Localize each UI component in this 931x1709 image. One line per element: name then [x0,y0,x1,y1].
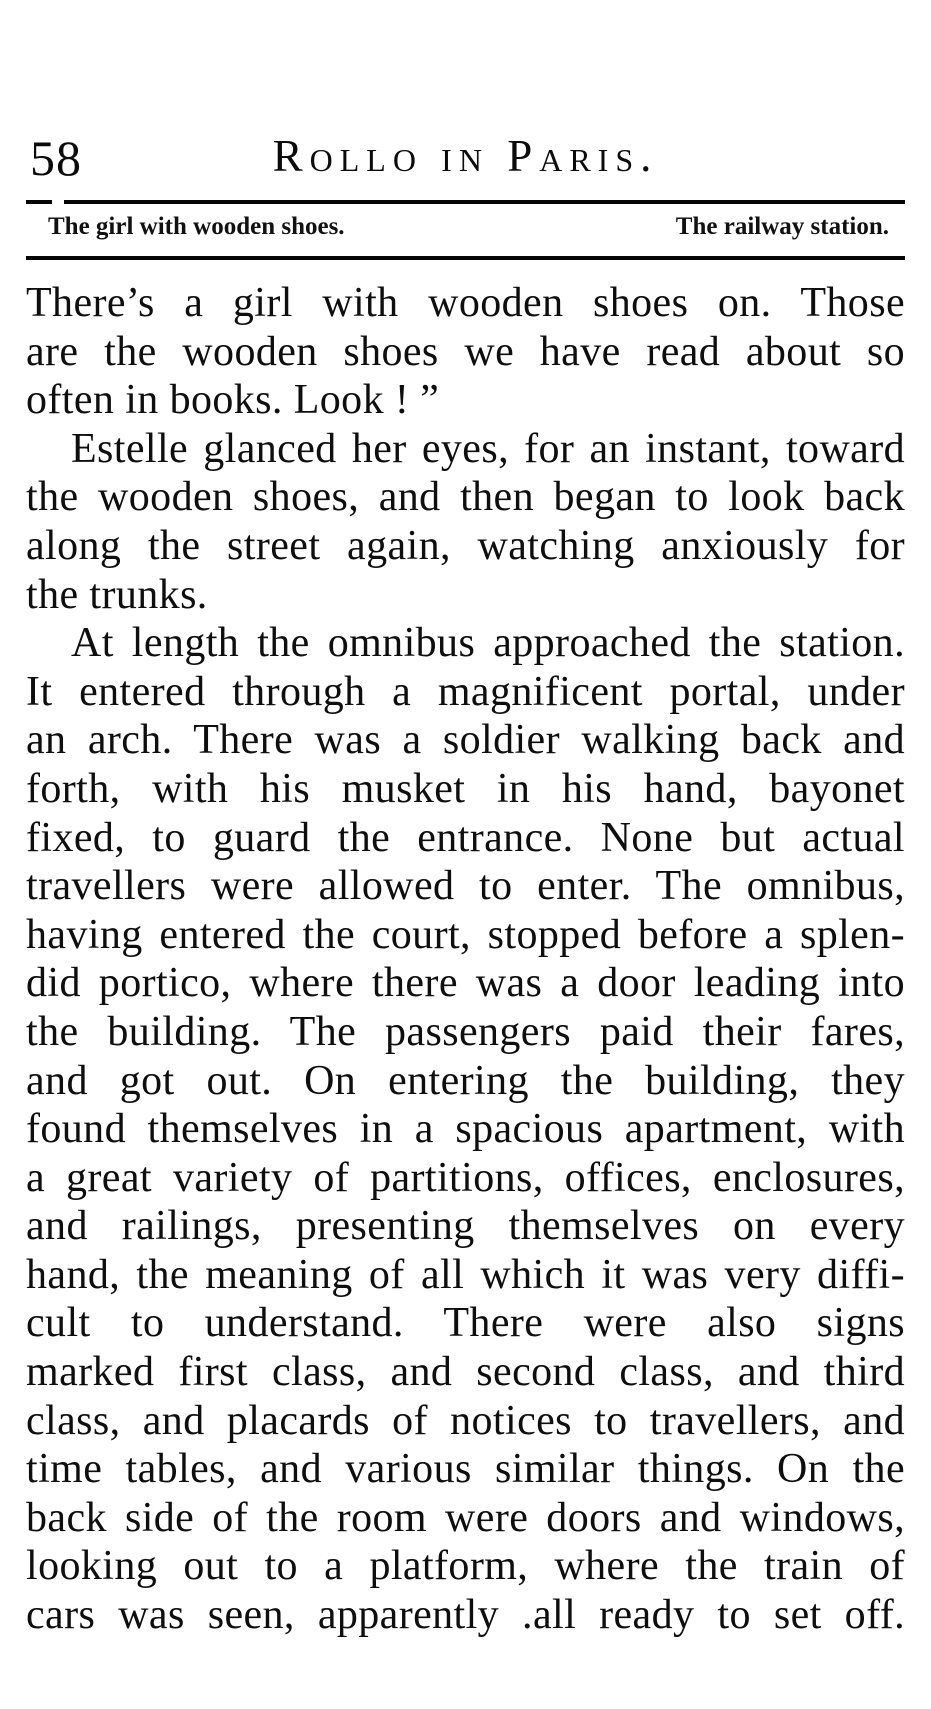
text-line: the trunks. [26,571,208,618]
text-line: travellers were allowed to enter. The omnibus, [26,863,905,910]
page-number: 58 [30,130,82,186]
text-line: hand, the meaning of all which it was very diffi- [26,1251,905,1298]
text-line: fixed, to guard the entrance. None but actual [26,814,905,861]
text-line: There’s a girl with wooden shoes on. Those [26,280,905,326]
text-line: the wooden shoes, and then began to look back [26,474,905,521]
text-line: often in books. Look ! ” [26,377,440,424]
text-line: back side of the room were doors and windows, [26,1494,905,1541]
text-line: time tables, and various similar things. On the [26,1446,905,1493]
text-line: having entered the court, stopped before a splen- [26,911,905,958]
text-line: forth, with his musket in his hand, bayonet [26,765,905,812]
text-line: cult to understand. There were also signs [26,1300,905,1347]
text-line: cars was seen, apparently .all ready to set off. [26,1592,905,1639]
text-line: the building. The passengers paid their fares, [26,1008,905,1055]
text-line: and got out. On entering the building, they [26,1057,905,1104]
text-line: class, and placards of notices to travellers, and [26,1397,905,1444]
header-rule-top [26,200,905,204]
running-head-right: The railway station. [675,213,889,240]
header-rule-bottom [26,256,905,260]
book-title: Rollo in Paris. [272,131,659,181]
running-heads [26,212,905,242]
text-line: At length the omnibus approached the station. [71,620,905,667]
text-line: along the street again, watching anxiously for [26,522,905,569]
text-line: It entered through a magnificent portal, under [26,668,905,715]
text-line: are the wooden shoes we have read about so [26,328,905,375]
text-line: Estelle glanced her eyes, for an instant, toward [71,425,905,472]
text-line: found themselves in a spacious apartment, with [26,1106,905,1153]
running-head-left: The girl with wooden shoes. [48,213,345,240]
text-line: looking out to a platform, where the train of [26,1543,905,1590]
text-line: an arch. There was a soldier walking back and [26,717,905,764]
body-text [26,279,905,1640]
text-line: a great variety of partitions, offices, enclosures, [26,1154,905,1201]
text-line: did portico, where there was a door leading into [26,960,905,1007]
text-line: marked first class, and second class, and third [26,1349,905,1396]
text-line: and railings, presenting themselves on every [26,1203,905,1250]
